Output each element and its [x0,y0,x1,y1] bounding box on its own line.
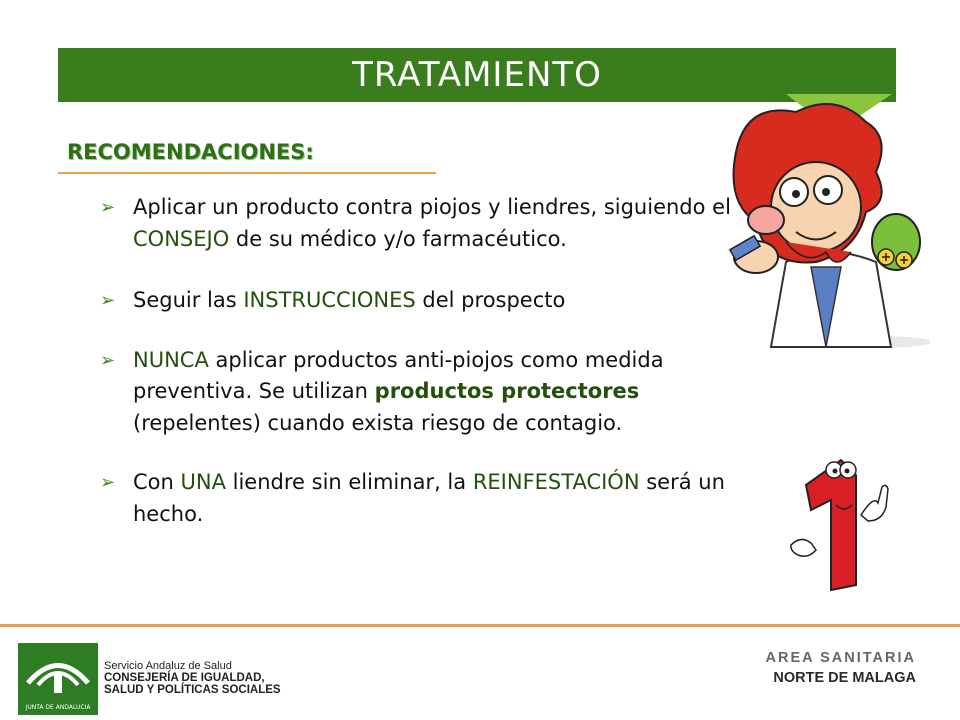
section-subtitle: RECOMENDACIONES: [67,140,314,164]
keyword: NUNCA [133,347,209,372]
keyword: productos protectores [374,379,640,403]
doctor-cartoon-icon [716,92,930,350]
org-line-2: CONSEJERÍA DE IGUALDAD, [104,672,265,684]
junta-andalucia-logo-icon [18,643,98,715]
recommendation-list [100,192,760,530]
organization-name [104,660,281,696]
arrow-right-icon: ➢ [100,197,116,218]
footer-divider [0,624,960,627]
area-sanitaria [766,650,916,686]
arrow-right-icon: ➢ [100,290,116,311]
org-line-3: SALUD Y POLÍTICAS SOCIALES [104,684,281,696]
list-item: ➢ Con UNA liendre sin eliminar, la REINFESTACIÓN será un hecho. [100,467,760,530]
org-line-1: Servicio Andaluz de Salud [104,660,232,672]
list-item: ➢ NUNCA aplicar productos anti-piojos como medida preventiva. Se utilizan productos protectores (repelentes) cuando exista riesgo de contagio. [100,345,760,440]
number-one-cartoon-icon [786,455,896,595]
page-title: TRATAMIENTO [352,55,602,95]
list-item: ➢ Seguir las INSTRUCCIONES del prospecto [100,285,760,317]
keyword: CONSEJO [133,226,230,251]
keyword: REINFESTACIÓN [472,470,640,494]
list-item: ➢ Aplicar un producto contra piojos y liendres, siguiendo el CONSEJO de su médico y/o farmacéutico. [100,192,760,255]
arrow-right-icon: ➢ [100,349,116,371]
keyword: UNA [180,470,226,494]
area-line-2: NORTE DE MALAGA [773,670,916,686]
arrow-right-icon: ➢ [100,472,116,493]
area-line-1: AREA SANITARIA [765,650,916,666]
keyword: INSTRUCCIONES [243,288,416,312]
subtitle-underline [58,172,436,174]
logo-caption: JUNTA DE ANDALUCIA [25,704,91,711]
